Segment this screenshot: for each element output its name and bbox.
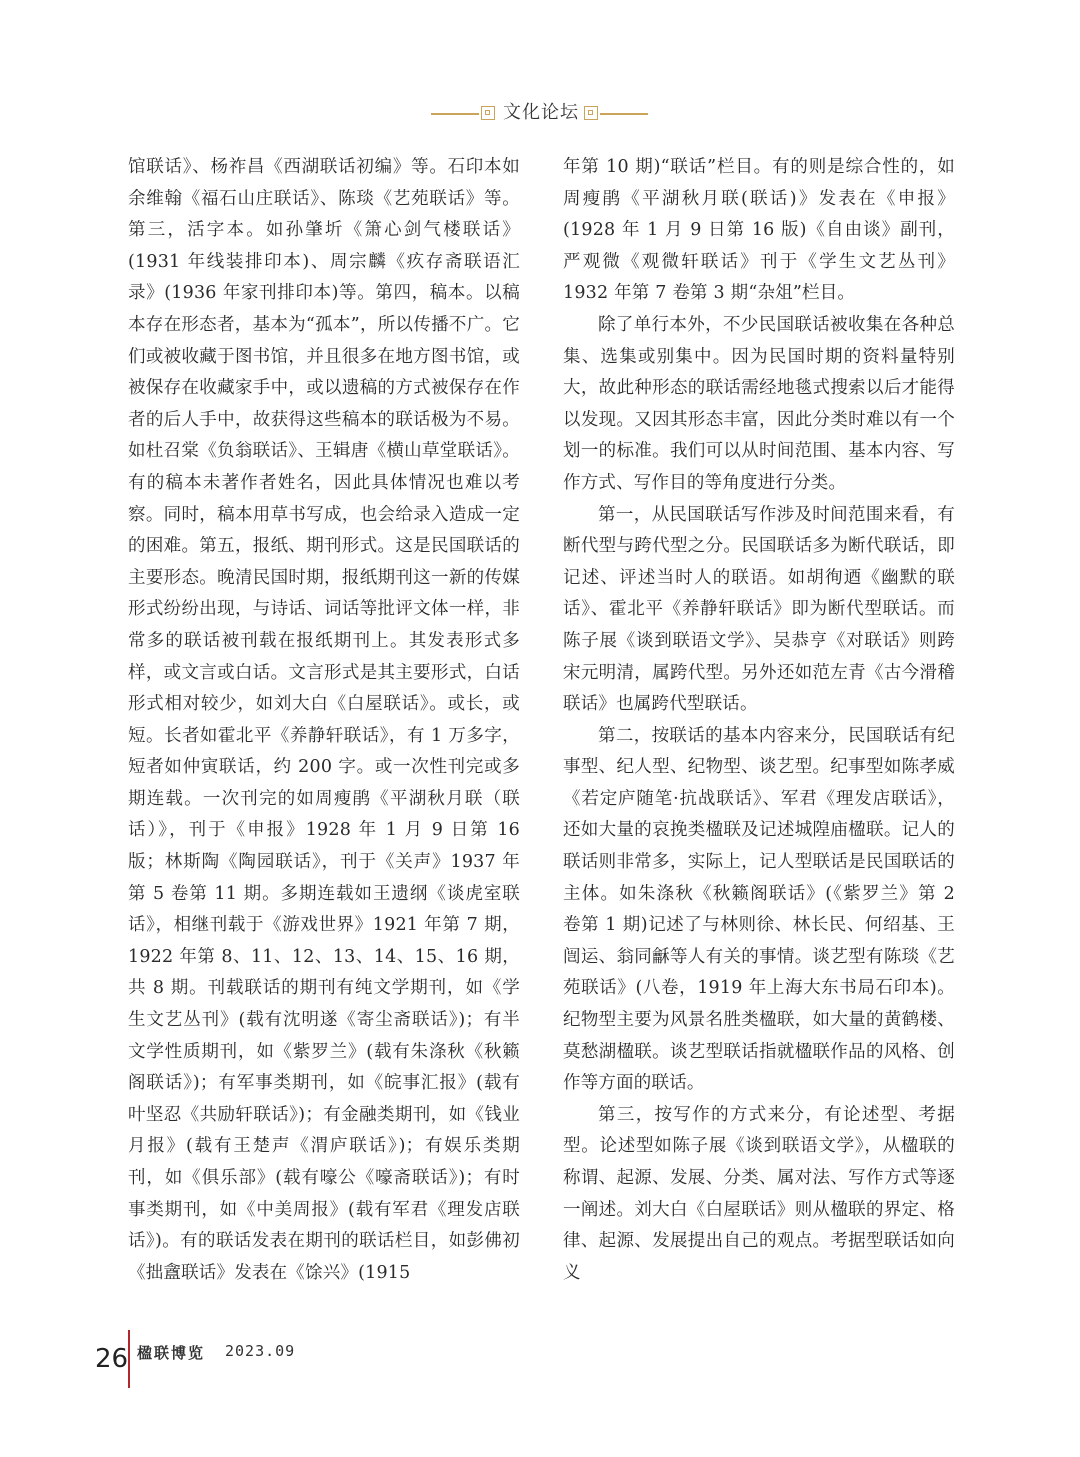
magazine-name: 楹联博览 xyxy=(137,1344,206,1362)
paragraph: 年第 10 期)“联话”栏目。有的则是综合性的，如周瘦鹃《平湖秋月联(联话)》发表在《申报》(1928 年 1 月 9 日第 16 版)《自由谈》副刊，严观微《观微轩联话》刊于《学生文艺丛刊》1932 年第 7 卷第 3 期“杂俎”栏目。 xyxy=(563,157,955,304)
ornament-knot-icon xyxy=(584,106,598,120)
page-footer xyxy=(95,1330,495,1390)
right-column xyxy=(563,152,955,1302)
section-header xyxy=(0,98,1080,128)
header-rule-left xyxy=(431,113,479,115)
paragraph: 除了单行本外，不少民国联话被收集在各种总集、选集或别集中。因为民国时期的资料量特别大，故此种形态的联话需经地毯式搜索以后才能得以发现。又因其形态丰富，因此分类时难以有一个划一的标准。我们可以从时间范围、基本内容、写作方式、写作目的等角度进行分类。 xyxy=(563,314,955,493)
paragraph: 第三，按写作的方式来分，有论述型、考据型。论述型如陈子展《谈到联语文学》，从楹联的称谓、起源、发展、分类、属对法、写作方式等逐一阐述。刘大白《白屋联话》则从楹联的界定、格律、起源、发展提出自己的观点。考据型联话如向义 xyxy=(563,1104,955,1283)
issue-date: 2023.09 xyxy=(225,1342,296,1360)
paragraph: 馆联话》、杨祚昌《西湖联话初编》等。石印本如余维翰《福石山庄联话》、陈琰《艺苑联话》等。第三，活字本。如孙肇圻《箫心剑气楼联话》(1931 年线装排印本)、周宗麟《疚存斋联语汇录》(1936 年家刊排印本)等。第四，稿本。以稿本存在形态者，基本为“孤本”，所以传播不广。它们或被收藏于图书馆，并且很多在地方图书馆，或被保存在收藏家手中，或以遗稿的方式被保存在作者的后人手中，故获得这些稿本的联话极为不易。如杜召棠《负翁联话》、王辑唐《横山草堂联话》。有的稿本未著作者姓名，因此具体情况也难以考察。同时，稿本用草书写成，也会给录入造成一定的困难。第五，报纸、期刊形式。这是民国联话的主要形态。晚清民国时期，报纸期刊这一新的传媒形式纷纷出现，与诗话、词话等批评文体一样，非常多的联话被刊载在报纸期刊上。其发表形式多样，或文言或白话。文言形式是其主要形式，白话形式相对较少，如刘大白《白屋联话》。或长，或短。长者如霍北平《养静轩联话》，有 1 万多字，短者如仲寅联话，约 200 字。或一次性刊完或多期连载。一次刊完的如周瘦鹃《平湖秋月联（联话）》，刊于《申报》1928 年 1 月 9 日第 16 版；林斯陶《陶园联话》，刊于《关声》1937 年第 5 卷第 11 期。多期连载如王遗纲《谈虎室联话》，相继刊载于《游戏世界》1921 年第 7 期，1922 年第 8、11、12、13、14、15、16 期，共 8 期。刊载联话的期刊有纯文学期刊，如《学生文艺丛刊》(载有沈明遂《寄尘斋联话》)；有半文学性质期刊，如《紫罗兰》(载有朱涤秋《秋籁阁联话》)；有军事类期刊，如《皖事汇报》(载有叶坚忍《共励轩联话》)；有金融类期刊，如《钱业月报》(载有王楚声《渭庐联话》)；有娱乐类期刊，如《俱乐部》(载有嚎公《嚎斋联话》)；有时事类期刊，如《中美周报》(载有军君《理发店联话》)。有的联话发表在期刊的联话栏目，如彭佛初《拙盦联话》发表在《馀兴》(1915 xyxy=(128,157,520,1283)
paragraph: 第二，按联话的基本内容来分，民国联话有纪事型、纪人型、纪物型、谈艺型。纪事型如陈孝威《若定庐随笔·抗战联话》、军君《理发店联话》，还如大量的哀挽类楹联及记述城隍庙楹联。记人的联话则非常多，实际上，记人型联话是民国联话的主体。如朱涤秋《秋籁阁联话》(《紫罗兰》第 2 卷第 1 期)记述了与林则徐、林长民、何绍基、王闿运、翁同龢等人有关的事情。谈艺型有陈琰《艺苑联话》(八卷，1919 年上海大东书局石印本)。纪物型主要为风景名胜类楹联，如大量的黄鹤楼、莫愁湖楹联。谈艺型联话指就楹联作品的风格、创作等方面的联话。 xyxy=(563,725,955,1094)
footer-divider xyxy=(128,1330,130,1388)
ornament-knot-icon xyxy=(481,106,495,120)
paragraph: 第一，从民国联话写作涉及时间范围来看，有断代型与跨代型之分。民国联话多为断代联话，即记述、评述当时人的联语。如胡徇迺《幽默的联话》、霍北平《养静轩联话》即为断代型联话。而陈子展《谈到联语文学》、吴恭亨《对联话》则跨宋元明清，属跨代型。另外还如范左青《古今滑稽联话》也属跨代型联话。 xyxy=(563,504,955,715)
left-column xyxy=(128,152,520,1302)
section-title: 文化论坛 xyxy=(503,102,579,123)
page-number: 26 xyxy=(95,1344,129,1374)
header-rule-right xyxy=(600,113,648,115)
